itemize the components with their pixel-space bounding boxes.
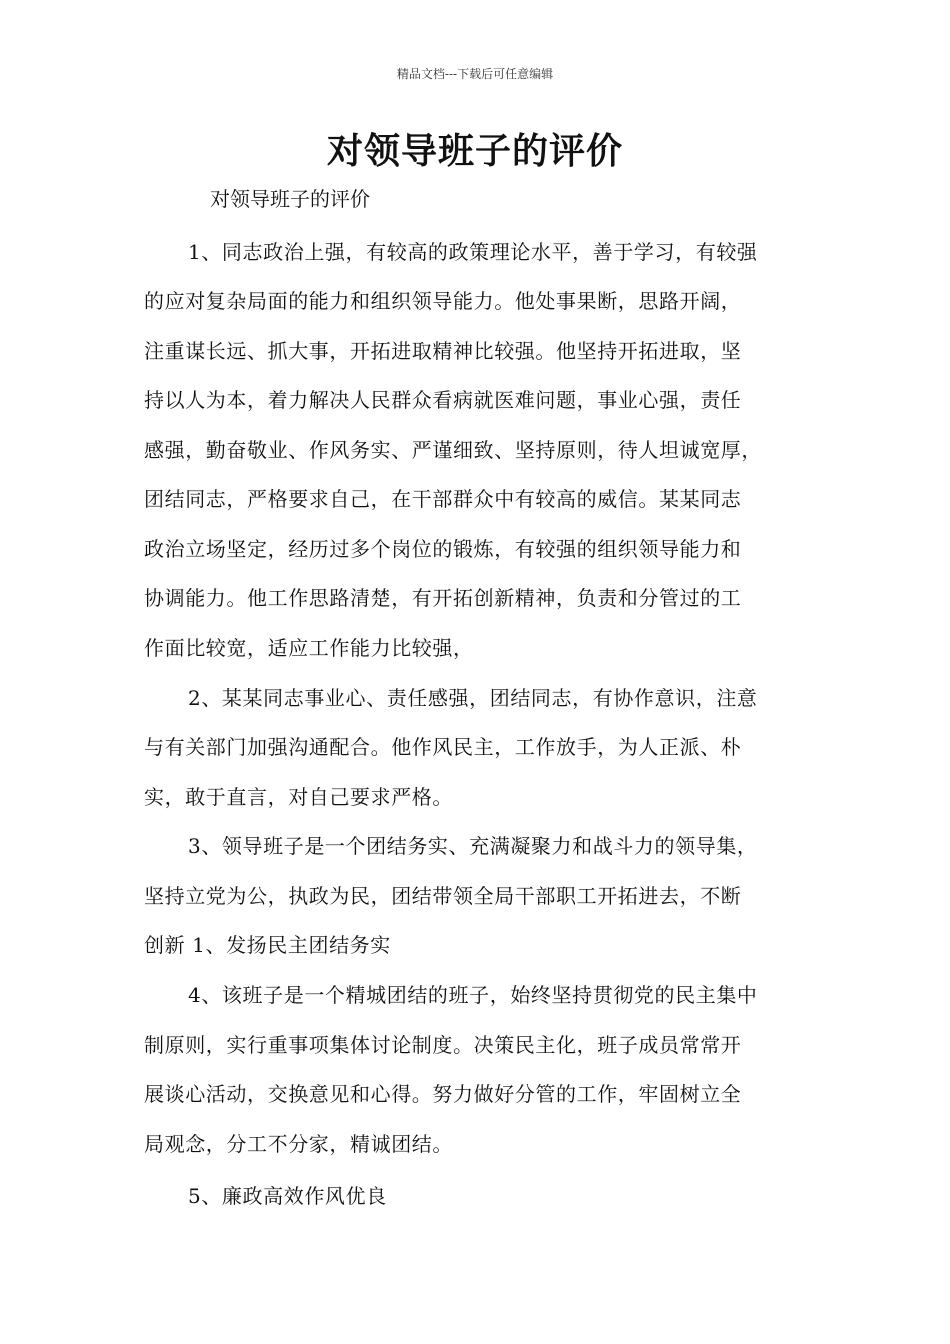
paragraph-2-line-2: 与有关部门加强沟通配合。他作风民主，工作放手，为人正派、朴 (144, 735, 742, 759)
paragraph-3-line-3: 创新 1、发扬民主团结务实 (144, 933, 391, 957)
paragraph-1-line-3: 注重谋长远、抓大事，开拓进取精神比较强。他坚持开拓进取，坚 (144, 339, 742, 363)
paragraph-5-line-1: 5、廉政高效作风优良 (188, 1184, 387, 1208)
paragraph-2-line-1: 2、某某同志事业心、责任感强，团结同志，有协作意识，注意 (188, 686, 758, 710)
paragraph-4-line-4: 局观念，分工不分家，精诚团结。 (144, 1132, 453, 1156)
paragraph-3-line-1: 3、领导班子是一个团结务实、充满凝聚力和战斗力的领导集， (188, 834, 758, 858)
paragraph-1-line-1: 1、同志政治上强，有较高的政策理论水平，善于学习，有较强 (188, 240, 758, 264)
paragraph-1-line-9: 作面比较宽，适应工作能力比较强， (144, 636, 474, 660)
paragraph-2-line-3: 实，敢于直言，对自己要求严格。 (144, 785, 453, 809)
paragraph-4-line-1: 4、该班子是一个精城团结的班子，始终坚持贯彻党的民主集中 (188, 983, 758, 1007)
paragraph-1-line-5: 感强，勤奋敬业、作风务实、严谨细致、坚持原则，待人坦诚宽厚， (144, 438, 762, 462)
paragraph-1-line-4: 持以人为本，着力解决人民群众看病就医难问题，事业心强，责任 (144, 388, 742, 412)
document-subtitle: 对领导班子的评价 (210, 187, 370, 211)
page-header: 精品文档---下载后可任意编辑 (396, 67, 554, 81)
document-title: 对领导班子的评价 (326, 131, 623, 172)
paragraph-1-line-2: 的应对复杂局面的能力和组织领导能力。他处事果断，思路开阔， (144, 289, 742, 313)
paragraph-3-line-2: 坚持立党为公，执政为民，团结带领全局干部职工开拓进去，不断 (144, 884, 742, 908)
paragraph-4-line-2: 制原则，实行重事项集体讨论制度。决策民主化，班子成员常常开 (144, 1033, 742, 1057)
paragraph-1-line-6: 团结同志，严格要求自己，在干部群众中有较高的威信。某某同志 (144, 487, 742, 511)
paragraph-1-line-7: 政治立场坚定，经历过多个岗位的锻炼，有较强的组织领导能力和 (144, 537, 742, 561)
paragraph-4-line-3: 展谈心活动，交换意见和心得。努力做好分管的工作，牢固树立全 (144, 1082, 742, 1106)
paragraph-1-line-8: 协调能力。他工作思路清楚，有开拓创新精神，负责和分管过的工 (144, 586, 742, 610)
